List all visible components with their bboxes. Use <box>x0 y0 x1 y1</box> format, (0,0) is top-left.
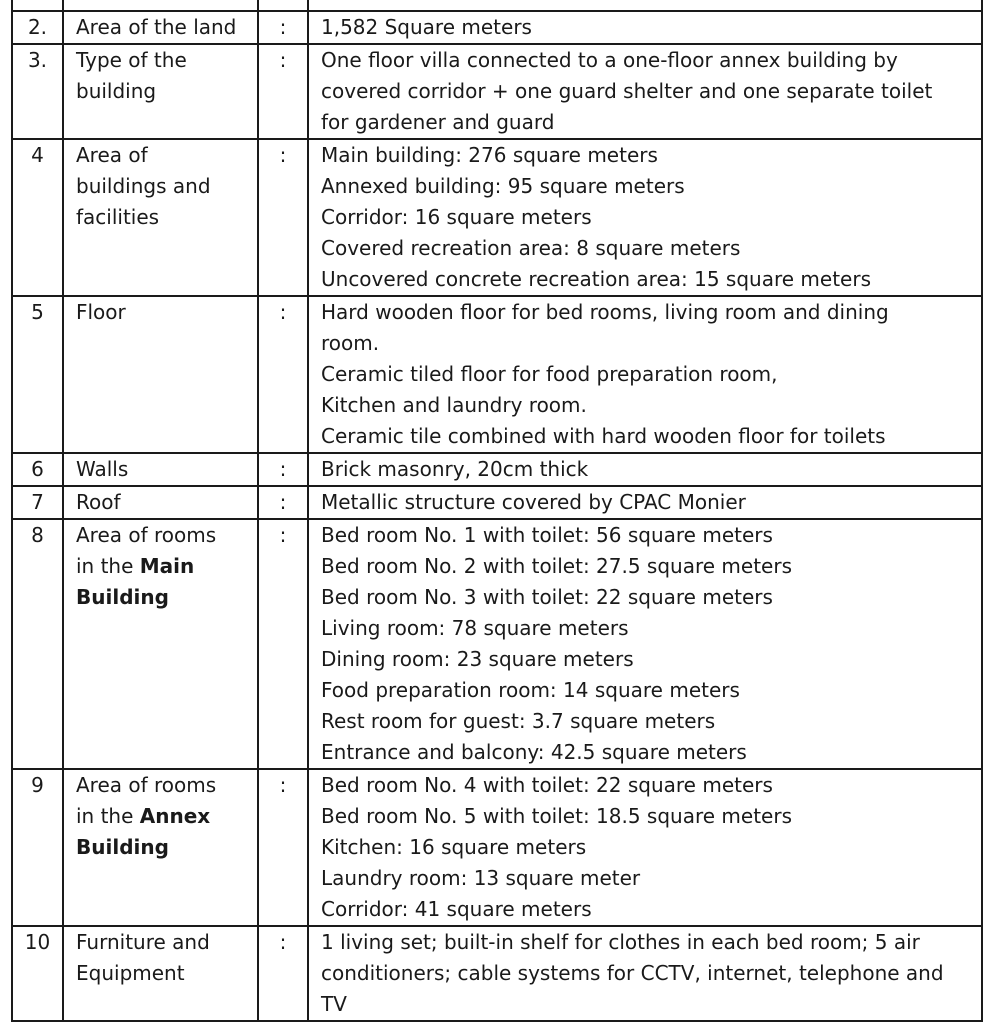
row-label <box>63 453 258 486</box>
table-row <box>12 11 982 44</box>
table-row <box>12 519 982 769</box>
label-line: Area of rooms <box>76 773 217 797</box>
label-line: building <box>76 79 157 103</box>
row-label <box>63 0 258 11</box>
value-line: Kitchen and laundry room. <box>321 393 587 417</box>
value-line: Bed room No. 2 with toilet: 27.5 square meters <box>321 554 792 578</box>
table-row <box>12 296 982 453</box>
label-emphasis: Annex <box>139 804 211 828</box>
row-value <box>308 139 982 296</box>
row-value <box>308 486 982 519</box>
value-line: Hard wooden floor for bed rooms, living room and dining <box>321 300 889 324</box>
row-separator-colon: : <box>258 44 308 139</box>
row-number: 5 <box>12 296 63 453</box>
value-line: Corridor: 16 square meters <box>321 205 592 229</box>
property-spec-table <box>11 0 983 1022</box>
label-line <box>76 582 257 613</box>
table-row <box>12 139 982 296</box>
row-number: 9 <box>12 769 63 926</box>
value-line: Kitchen: 16 square meters <box>321 835 587 859</box>
row-separator-colon: : <box>258 926 308 1021</box>
value-line: Laundry room: 13 square meter <box>321 866 641 890</box>
label-line: Furniture and <box>76 930 210 954</box>
row-value <box>308 44 982 139</box>
row-number: 2. <box>12 11 63 44</box>
row-value <box>308 519 982 769</box>
value-line: conditioners; cable systems for CCTV, internet, telephone and <box>321 961 944 985</box>
value-line: for gardener and guard <box>321 110 555 134</box>
value-line: Uncovered concrete recreation area: 15 square meters <box>321 267 871 291</box>
label-line: Equipment <box>76 961 185 985</box>
label-emphasis: Building <box>76 585 169 609</box>
label-line: Walls <box>76 457 129 481</box>
table-row <box>12 486 982 519</box>
row-label <box>63 11 258 44</box>
value-line: Ceramic tile combined with hard wooden floor for toilets <box>321 424 886 448</box>
value-line: Bed room No. 1 with toilet: 56 square meters <box>321 523 773 547</box>
value-line: Corridor: 41 square meters <box>321 897 592 921</box>
row-separator-colon: : <box>258 769 308 926</box>
row-number: 10 <box>12 926 63 1021</box>
value-line: room. <box>321 331 380 355</box>
row-label <box>63 486 258 519</box>
row-number <box>12 0 63 11</box>
row-value <box>308 926 982 1021</box>
row-number: 6 <box>12 453 63 486</box>
table-row <box>12 0 982 11</box>
label-line <box>76 832 257 863</box>
value-line: covered corridor + one guard shelter and one separate toilet <box>321 79 933 103</box>
table-row <box>12 44 982 139</box>
row-number: 3. <box>12 44 63 139</box>
value-line: Bed room No. 4 with toilet: 22 square meters <box>321 773 773 797</box>
row-number: 4 <box>12 139 63 296</box>
label-line: Area of the land <box>76 15 237 39</box>
row-value <box>308 0 982 11</box>
row-value <box>308 296 982 453</box>
label-line: Area of rooms <box>76 523 217 547</box>
label-line: Type of the <box>76 48 187 72</box>
row-separator-colon <box>258 0 308 11</box>
label-line <box>76 801 257 832</box>
value-line: 1 living set; built-in shelf for clothes in each bed room; 5 air <box>321 930 920 954</box>
label-emphasis: Main <box>139 554 195 578</box>
row-label <box>63 769 258 926</box>
value-line: One floor villa connected to a one-floor annex building by <box>321 48 898 72</box>
row-label <box>63 926 258 1021</box>
label-line: Area of <box>76 143 148 167</box>
document-page <box>11 0 981 1022</box>
table-row <box>12 926 982 1021</box>
row-label <box>63 519 258 769</box>
label-emphasis: Building <box>76 835 169 859</box>
label-text: in the <box>76 804 140 828</box>
label-line <box>76 551 257 582</box>
row-value <box>308 769 982 926</box>
value-line: 1,582 Square meters <box>321 15 532 39</box>
value-line: Bed room No. 3 with toilet: 22 square meters <box>321 585 773 609</box>
label-text: in the <box>76 554 140 578</box>
table-row <box>12 769 982 926</box>
label-line: buildings and <box>76 174 211 198</box>
row-number: 7 <box>12 486 63 519</box>
row-separator-colon: : <box>258 519 308 769</box>
value-line: Dining room: 23 square meters <box>321 647 634 671</box>
value-line: Brick masonry, 20cm thick <box>321 457 589 481</box>
label-line: facilities <box>76 205 160 229</box>
value-line: Entrance and balcony: 42.5 square meters <box>321 740 747 764</box>
value-line: Rest room for guest: 3.7 square meters <box>321 709 716 733</box>
row-separator-colon: : <box>258 486 308 519</box>
value-line: Metallic structure covered by CPAC Monier <box>321 490 746 514</box>
row-label <box>63 296 258 453</box>
value-line: Living room: 78 square meters <box>321 616 629 640</box>
row-value <box>308 453 982 486</box>
row-separator-colon: : <box>258 296 308 453</box>
value-line: Ceramic tiled floor for food preparation room, <box>321 362 778 386</box>
row-separator-colon: : <box>258 11 308 44</box>
value-line: Annexed building: 95 square meters <box>321 174 685 198</box>
row-label <box>63 44 258 139</box>
row-separator-colon: : <box>258 453 308 486</box>
value-line: TV <box>321 992 347 1016</box>
table-row <box>12 453 982 486</box>
value-line: Covered recreation area: 8 square meters <box>321 236 741 260</box>
row-separator-colon: : <box>258 139 308 296</box>
row-number: 8 <box>12 519 63 769</box>
row-value <box>308 11 982 44</box>
label-line: Floor <box>76 300 126 324</box>
row-label <box>63 139 258 296</box>
value-line: Food preparation room: 14 square meters <box>321 678 740 702</box>
label-line: Roof <box>76 490 121 514</box>
value-line: Main building: 276 square meters <box>321 143 658 167</box>
value-line: Bed room No. 5 with toilet: 18.5 square meters <box>321 804 792 828</box>
